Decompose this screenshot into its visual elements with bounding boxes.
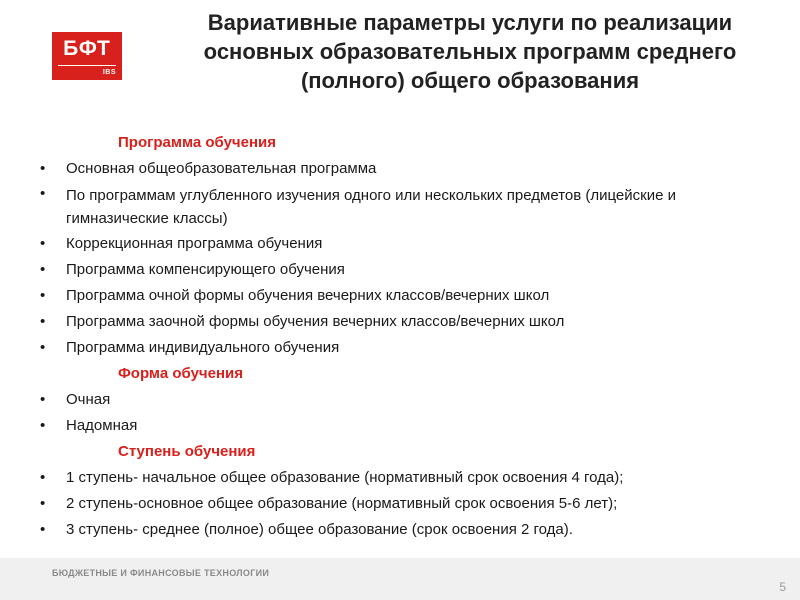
section-heading: Ступень обучения <box>118 443 256 460</box>
list-item <box>0 156 800 182</box>
logo-main-text: БФТ <box>63 37 111 60</box>
list-item-text: Программа заочной формы обучения вечерних классов/вечерних школ <box>66 313 565 330</box>
list-item <box>0 387 800 413</box>
list-item <box>0 413 800 439</box>
bullet-icon: • <box>40 469 46 486</box>
section-form <box>0 361 800 439</box>
list-item <box>0 465 800 491</box>
section-heading: Форма обучения <box>118 365 243 382</box>
list-item-text: Программа индивидуального обучения <box>66 339 340 356</box>
list-item-text: Коррекционная программа обучения <box>66 235 323 252</box>
bullet-icon: • <box>40 521 46 538</box>
bullet-icon: • <box>40 391 46 408</box>
slide-title: Вариативные параметры услуги по реализации основных образовательных программ среднего (полного) общего образования <box>203 10 737 93</box>
list-item-text: Программа очной формы обучения вечерних классов/вечерних школ <box>66 287 550 304</box>
list-item <box>0 335 800 361</box>
bullet-icon: • <box>40 160 46 177</box>
list-item <box>0 517 800 543</box>
bullet-icon: • <box>40 417 46 434</box>
list-item-text: Основная общеобразовательная программа <box>66 160 377 177</box>
list-item-text: Надомная <box>66 417 138 434</box>
bullet-icon: • <box>40 261 46 278</box>
list-item-text: 1 ступень- начальное общее образование (нормативный срок освоения 4 года); <box>66 469 624 486</box>
footer-company-name: БЮДЖЕТНЫЕ И ФИНАНСОВЫЕ ТЕХНОЛОГИИ <box>52 568 270 578</box>
list-item <box>0 283 800 309</box>
bft-logo <box>52 32 122 80</box>
slide-content <box>0 130 800 543</box>
list-item <box>0 231 800 257</box>
list-item <box>0 182 800 231</box>
list-item-text: Очная <box>66 391 111 408</box>
bullet-icon: • <box>40 339 46 356</box>
footer-bar <box>0 558 800 600</box>
list-item-text: По программам углубленного изучения одного или нескольких предметов (лицейские и гимназические классы) <box>66 187 676 227</box>
bullet-list <box>0 156 800 361</box>
section-level <box>0 439 800 543</box>
list-item <box>0 257 800 283</box>
bullet-icon: • <box>40 235 46 252</box>
list-item-text: 3 ступень- среднее (полное) общее образование (срок освоения 2 года). <box>66 521 573 538</box>
page-number: 5 <box>779 580 786 594</box>
list-item <box>0 309 800 335</box>
list-item-text: 2 ступень-основное общее образование (нормативный срок освоения 5-6 лет); <box>66 495 618 512</box>
bullet-list <box>0 387 800 439</box>
list-item-text: Программа компенсирующего обучения <box>66 261 345 278</box>
logo-divider <box>58 65 116 66</box>
logo-sub-text: IBS <box>102 69 116 76</box>
list-item <box>0 491 800 517</box>
bullet-icon: • <box>40 185 46 202</box>
bullet-icon: • <box>40 313 46 330</box>
section-program <box>0 130 800 361</box>
bullet-icon: • <box>40 287 46 304</box>
section-heading: Программа обучения <box>118 134 277 151</box>
bullet-list <box>0 465 800 543</box>
bullet-icon: • <box>40 495 46 512</box>
